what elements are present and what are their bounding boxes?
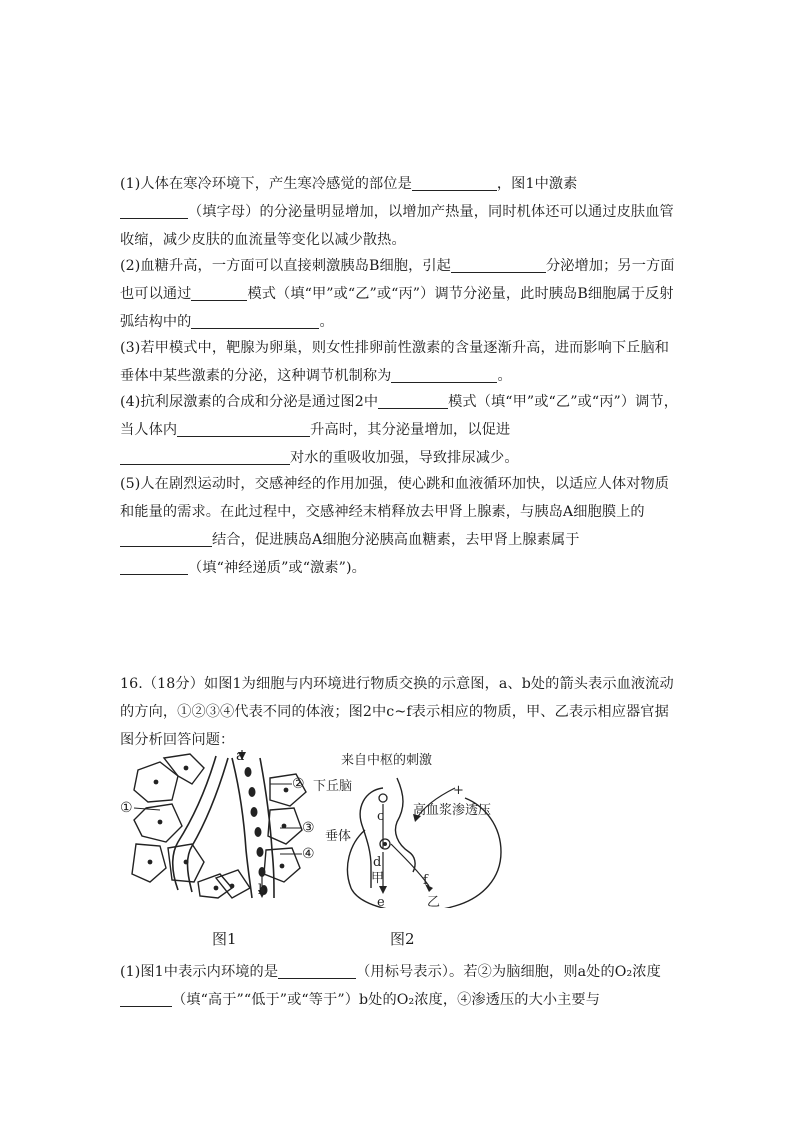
label-d: d [373, 855, 382, 870]
answer-blank[interactable] [391, 366, 497, 383]
text-segment: 模式（填“甲”或“乙”或“丙”）调节，当人体内 [120, 394, 678, 438]
figure-1-cell-exchange-diagram [120, 750, 330, 900]
text-segment: (2)血糖升高，一方面可以直接刺激胰岛B细胞，引起 [120, 258, 451, 274]
question-15-part-3 [120, 334, 680, 390]
figure-1-label-a: a [236, 748, 245, 764]
text-segment: 结合，促进胰岛A细胞分泌胰高血糖素，去甲肾上腺素属于 [212, 532, 580, 548]
answer-blank[interactable] [451, 256, 546, 273]
question-16-part-1 [120, 958, 680, 1014]
text-segment: 升高时，其分泌量增加，以促进 [310, 422, 511, 438]
text-segment: 分泌增加；另一方面也可以通过 [120, 258, 675, 302]
cell-nuclei [148, 766, 289, 891]
label-osmotic: 高血浆渗透压 [413, 803, 492, 818]
text-segment: （填“神经递质”或“激素”)。 [188, 560, 366, 576]
question-15-part-4 [120, 388, 680, 472]
answer-blank[interactable] [120, 558, 188, 575]
question-15-part-1 [120, 170, 680, 254]
label-1: ① [120, 800, 133, 816]
answer-blank[interactable] [191, 312, 319, 329]
text-segment: 对水的重吸收加强，导致排尿减少。 [290, 450, 519, 466]
text-segment: 模式（填“甲”或“乙”或“丙”）调节分泌量，此时胰岛B细胞属于反射弧结构中的 [120, 286, 674, 330]
answer-blank[interactable] [191, 284, 247, 301]
label-plus: + [453, 783, 464, 798]
text-segment: （用标号表示）。若②为脑细胞，则a处的O₂浓度 [356, 964, 661, 980]
label-3: ③ [302, 820, 315, 836]
label-f: f [423, 873, 428, 888]
label-jia: 甲 [371, 871, 385, 886]
text-segment: ，图1中激素 [496, 176, 578, 192]
answer-blank[interactable] [412, 174, 497, 191]
text-segment: (5)人在剧烈运动时，交感神经的作用加强，使心跳和血液循环加快，以适应人体对物质和能量的需求。在此过程中，交感神经末梢释放去甲肾上腺素，与胰岛A细胞膜上的 [120, 476, 670, 520]
figure-1-label-b: b [258, 882, 267, 898]
arrow-d-head [379, 886, 387, 894]
answer-blank[interactable] [378, 392, 448, 409]
pituitary-core-icon [383, 842, 387, 846]
answer-blank[interactable] [278, 962, 356, 979]
answer-blank[interactable] [177, 420, 310, 437]
text-segment: 。 [497, 368, 512, 384]
label-yi: 乙 [427, 895, 441, 908]
text-segment: (4)抗利尿激素的合成和分泌是通过图2中 [120, 394, 379, 410]
text-segment: (3)若甲模式中，靶腺为卵巢，则女性排卵前性激素的含量逐渐升高，进而影响下丘脑和垂体中某些激素的分泌，这种调节机制称为 [120, 340, 670, 384]
text-segment: （填“高于”“低于”或“等于”）b处的O₂浓度，④渗透压的大小主要与 [172, 992, 601, 1008]
tissue-cells [132, 754, 306, 898]
label-4: ④ [302, 846, 315, 862]
figure-2-caption: 图2 [390, 930, 415, 948]
answer-blank[interactable] [120, 990, 172, 1007]
answer-blank[interactable] [120, 202, 188, 219]
text-segment: (1)图1中表示内环境的是 [120, 964, 279, 980]
label-pituitary: 垂体 [325, 829, 352, 844]
text-segment: 16.（18分）如图1为细胞与内环境进行物质交换的示意图，a、b处的箭头表示血液流动的方向，①②③④代表不同的体液；图2中c~f表示相应的物质，甲、乙表示相应器官据图分析回答问题： [120, 676, 674, 748]
figure-2-labels [313, 752, 491, 908]
answer-blank[interactable] [120, 448, 290, 465]
question-15-part-2 [120, 252, 680, 336]
answer-blank[interactable] [120, 530, 212, 547]
neuron-body-icon [379, 794, 387, 802]
capillary [232, 758, 274, 898]
text-segment: 。 [319, 314, 334, 330]
label-hypothalamus: 下丘脑 [313, 779, 353, 794]
figure-1-caption: 图1 [212, 930, 237, 948]
figure-2-hormone-regulation-diagram [305, 748, 535, 908]
label-c: c [377, 809, 385, 824]
question-15-part-5 [120, 470, 680, 582]
label-e: e [377, 895, 385, 908]
text-segment: （填字母）的分泌量明显增加，以增加产热量，同时机体还可以通过皮肤血管收缩，减少皮肤的血流量等变化以减少散热。 [120, 204, 674, 248]
question-16-stem [120, 670, 680, 754]
label-stimulus: 来自中枢的刺激 [341, 753, 433, 768]
text-segment: (1)人体在寒冷环境下，产生寒冷感觉的部位是 [120, 176, 412, 192]
label-2: ② [292, 776, 305, 792]
